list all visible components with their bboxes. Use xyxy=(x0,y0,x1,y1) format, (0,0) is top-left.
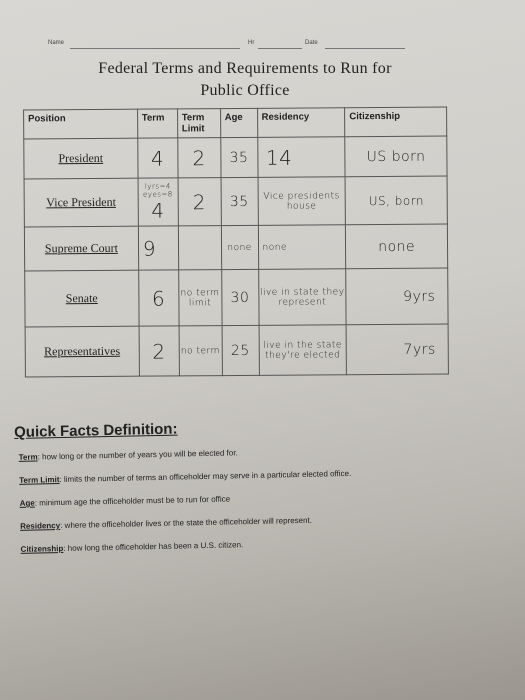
table-row xyxy=(25,268,448,327)
date-label: Date xyxy=(305,40,318,46)
row-residency: live in the state they're elected xyxy=(259,325,347,376)
row-position: Representatives xyxy=(25,326,139,377)
row-position: Supreme Court xyxy=(24,226,138,271)
row-term: 4 xyxy=(151,197,165,223)
definition-residency: Residency: where the officeholder lives or the state the officeholder will represent. xyxy=(20,515,313,531)
definition-term: Term: how long or the number of years you will be elected for. xyxy=(18,448,238,462)
definition-text: where the officeholder lives or the state the officeholder will represent. xyxy=(64,515,313,530)
definition-text: limits the number of terms an officeholder may serve in a particular elected office. xyxy=(63,468,352,484)
row-term: 6 xyxy=(138,270,178,326)
row-residency: none xyxy=(258,225,346,270)
row-residency: 14 xyxy=(257,137,345,178)
requirements-table xyxy=(23,107,449,378)
definition-label: Residency xyxy=(20,521,61,531)
definition-text: how long the officeholder has been a U.S. citizen. xyxy=(67,540,244,553)
definition-age: Age: minimum age the officeholder must be to run for office xyxy=(19,494,231,508)
table-header-row xyxy=(24,107,447,139)
row-citizenship: US born xyxy=(345,136,447,177)
definition-citizenship: Citizenship: how long the officeholder has been a U.S. citizen. xyxy=(20,540,244,554)
header-age: Age xyxy=(220,108,257,137)
hr-label: Hr xyxy=(248,40,255,46)
row-term-limit: no term limit xyxy=(178,270,221,326)
definition-label: Term Limit xyxy=(19,475,60,485)
row-term-limit: 2 xyxy=(178,178,221,226)
header-term: Term xyxy=(137,109,177,138)
row-term: 2 xyxy=(139,326,179,376)
date-rule xyxy=(325,48,405,49)
row-term-note: lyrs=4 eyes=8 xyxy=(142,181,173,199)
quick-facts-heading: Quick Facts Definition: xyxy=(14,420,178,441)
title-line-1: Federal Terms and Requirements to Run for xyxy=(98,60,392,77)
row-age: 25 xyxy=(222,325,259,375)
table-row xyxy=(25,324,448,377)
row-age: 35 xyxy=(220,137,257,177)
page-title xyxy=(40,58,450,102)
row-term-limit: no term xyxy=(179,326,222,376)
row-citizenship: none xyxy=(346,224,448,269)
name-label: Name xyxy=(48,40,65,46)
row-age: 35 xyxy=(221,177,258,225)
row-residency: live in state they represent xyxy=(258,269,346,326)
table-row xyxy=(24,224,447,271)
row-term: 4 xyxy=(138,138,178,178)
row-citizenship: US, born xyxy=(345,176,447,225)
definition-text: minimum age the officeholder must be to run for office xyxy=(39,494,231,508)
definition-label: Age xyxy=(19,498,35,508)
hr-rule xyxy=(258,48,302,49)
row-age: none xyxy=(221,225,258,269)
row-position: Senate xyxy=(25,270,139,327)
row-citizenship: 7yrs xyxy=(346,324,448,375)
definition-term-limit: Term Limit: limits the number of terms an officeholder may serve in a particular elected office. xyxy=(19,468,352,485)
definition-text: how long or the number of years you will be elected for. xyxy=(42,448,238,462)
row-residency: Vice presidents house xyxy=(258,177,346,226)
table-row xyxy=(24,136,447,179)
definition-label: Citizenship xyxy=(20,543,64,554)
header-citizenship: Citizenship xyxy=(345,107,447,137)
name-rule xyxy=(70,48,240,49)
row-term: 9 xyxy=(138,226,178,270)
title-line-2: Public Office xyxy=(200,82,290,99)
row-position: President xyxy=(24,138,138,179)
row-term-limit xyxy=(178,226,221,270)
row-term-cell xyxy=(138,178,178,226)
row-term-limit: 2 xyxy=(177,138,220,178)
header-residency: Residency xyxy=(257,108,345,138)
quick-facts-section xyxy=(14,414,487,568)
student-info-line xyxy=(40,40,420,54)
row-age: 30 xyxy=(221,269,258,325)
header-position: Position xyxy=(24,109,138,139)
row-position: Vice President xyxy=(24,178,138,227)
table-row xyxy=(24,176,447,227)
row-citizenship: 9yrs xyxy=(346,268,448,325)
definition-label: Term xyxy=(18,452,38,462)
header-term-limit: Term Limit xyxy=(177,109,220,138)
